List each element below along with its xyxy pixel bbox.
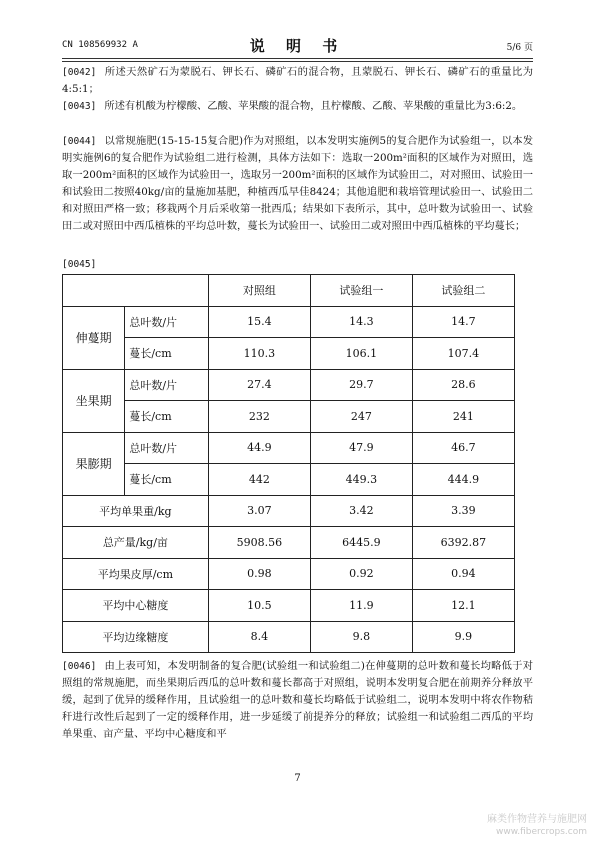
- row-label: 平均中心糖度: [63, 590, 209, 622]
- summary-row: [63, 527, 515, 559]
- table-cell: 9.8: [310, 621, 412, 653]
- table-cell: 10.5: [208, 590, 310, 622]
- paragraph-0043: [62, 98, 533, 115]
- table-cell: 0.92: [310, 558, 412, 590]
- summary-row: [63, 621, 515, 653]
- paragraph-number: [0042]: [62, 67, 97, 78]
- page-indicator: 5/6 页: [506, 43, 533, 53]
- table-cell: 247: [310, 401, 412, 433]
- table-cell: 232: [208, 401, 310, 433]
- paragraph-0042: [62, 64, 533, 98]
- row-label: 总叶数/片: [125, 369, 208, 401]
- row-label: 总产量/kg/亩: [63, 527, 209, 559]
- paragraph-number: [0043]: [62, 101, 97, 112]
- paragraph-number: [0044]: [62, 136, 97, 147]
- results-table: [62, 274, 515, 653]
- column-header: 试验组一: [310, 275, 412, 307]
- row-label: 蔓长/cm: [125, 338, 208, 370]
- page-number: 7: [294, 773, 301, 784]
- paragraph-text: 以常规施肥(15-15-15复合肥)作为对照组，以本发明实施例5的复合肥作为试验组一，以本发明实施例6的复合肥作为试验组二进行检测，具体方法如下：选取一200m²面积的区域作为对照田，选取一200m²面积的区域作为试验田一，选取另一200m²面积的区域作为试验田二，对对照田、试验田一和试验田二按照40kg/亩的量施加基肥，种植西瓜早佳8424；其他追肥和栽培管理试验田一、试验田二和对照田严格一致；移栽两个月后采收第一批西瓜；结果如下表所示，其中，总叶数为试验田一、试验田二或对照田中西瓜植株的平均总叶数，蔓长为试验田一、试验田二或对照田中西瓜植株的平均蔓长；: [62, 135, 533, 232]
- table-cell: 3.07: [208, 495, 310, 527]
- table-cell: 14.7: [412, 306, 514, 338]
- watermark: [487, 814, 587, 838]
- row-label: 平均边缘糖度: [63, 621, 209, 653]
- row-label: 总叶数/片: [125, 432, 208, 464]
- summary-row: [63, 590, 515, 622]
- table-cell: 9.9: [412, 621, 514, 653]
- table-row: [63, 338, 515, 370]
- table-cell: 6445.9: [310, 527, 412, 559]
- paragraph-0044: [62, 133, 533, 235]
- table-cell: 15.4: [208, 306, 310, 338]
- summary-row: [63, 495, 515, 527]
- table-cell: 442: [208, 464, 310, 496]
- table-cell: 46.7: [412, 432, 514, 464]
- group-label: 坐果期: [63, 369, 125, 432]
- table-cell: 27.4: [208, 369, 310, 401]
- page-header: [62, 34, 533, 58]
- table-cell: 11.9: [310, 590, 412, 622]
- table-cell: 5908.56: [208, 527, 310, 559]
- column-header: 对照组: [208, 275, 310, 307]
- paragraph-text: 由上表可知，本发明制备的复合肥(试验组一和试验组二)在伸蔓期的总叶数和蔓长均略低于对照组的常规施肥，而坐果期后西瓜的总叶数和蔓长都高于对照组，说明本发明复合肥在前期养分释放平缓，起到了优异的缓释作用，且试验组一的总叶数和蔓长均略低于试验组二，说明本发明中将农作物秸秆进行改性后起到了一定的缓释作用，进一步延缓了前提养分的释放；试验组一和试验组二西瓜的平均单果重、亩产量、平均中心糖度和平: [62, 660, 533, 740]
- table-cell: 110.3: [208, 338, 310, 370]
- paragraph-number: [0046]: [62, 661, 97, 672]
- page-title: 说 明 书: [249, 37, 346, 55]
- table-cell: 28.6: [412, 369, 514, 401]
- paragraph-text: 所述天然矿石为蒙脱石、钾长石、磷矿石的混合物，且蒙脱石、钾长石、磷矿石的重量比为4:5:1；: [62, 66, 533, 95]
- table-cell: 241: [412, 401, 514, 433]
- table-cell: 0.94: [412, 558, 514, 590]
- table-cell: 0.98: [208, 558, 310, 590]
- table-cell: 12.1: [412, 590, 514, 622]
- document-number: CN 108569932 A: [62, 40, 138, 50]
- table-header-row: [63, 275, 515, 307]
- table-cell: 106.1: [310, 338, 412, 370]
- watermark-text: 麻类作物营养与施肥网: [487, 814, 587, 825]
- table-cell: 14.3: [310, 306, 412, 338]
- header-rule: [62, 58, 533, 59]
- watermark-url: www.fibercrops.com: [496, 827, 587, 837]
- group-label: 果膨期: [63, 432, 125, 495]
- paragraph-0045-number: [0045]: [62, 259, 97, 270]
- table-cell: 107.4: [412, 338, 514, 370]
- row-label: 平均单果重/kg: [63, 495, 209, 527]
- table-cell: 449.3: [310, 464, 412, 496]
- row-label: 平均果皮厚/cm: [63, 558, 209, 590]
- column-header: 试验组二: [412, 275, 514, 307]
- table-row: [63, 306, 515, 338]
- table-row: [63, 464, 515, 496]
- header-rule-second: [62, 61, 533, 62]
- table-cell: 6392.87: [412, 527, 514, 559]
- table-row: [63, 401, 515, 433]
- table-cell: 8.4: [208, 621, 310, 653]
- paragraph-text: 所述有机酸为柠檬酸、乙酸、苹果酸的混合物，且柠檬酸、乙酸、苹果酸的重量比为3:6:2。: [104, 100, 523, 112]
- group-label: 伸蔓期: [63, 306, 125, 369]
- table-cell: 3.42: [310, 495, 412, 527]
- table-cell: 444.9: [412, 464, 514, 496]
- table-row: [63, 369, 515, 401]
- table-cell: 44.9: [208, 432, 310, 464]
- summary-row: [63, 558, 515, 590]
- table-cell: 29.7: [310, 369, 412, 401]
- row-label: 总叶数/片: [125, 306, 208, 338]
- table-corner-cell: [63, 275, 209, 307]
- table-cell: 47.9: [310, 432, 412, 464]
- paragraph-0046: [62, 658, 533, 743]
- table-row: [63, 432, 515, 464]
- table-cell: 3.39: [412, 495, 514, 527]
- row-label: 蔓长/cm: [125, 401, 208, 433]
- row-label: 蔓长/cm: [125, 464, 208, 496]
